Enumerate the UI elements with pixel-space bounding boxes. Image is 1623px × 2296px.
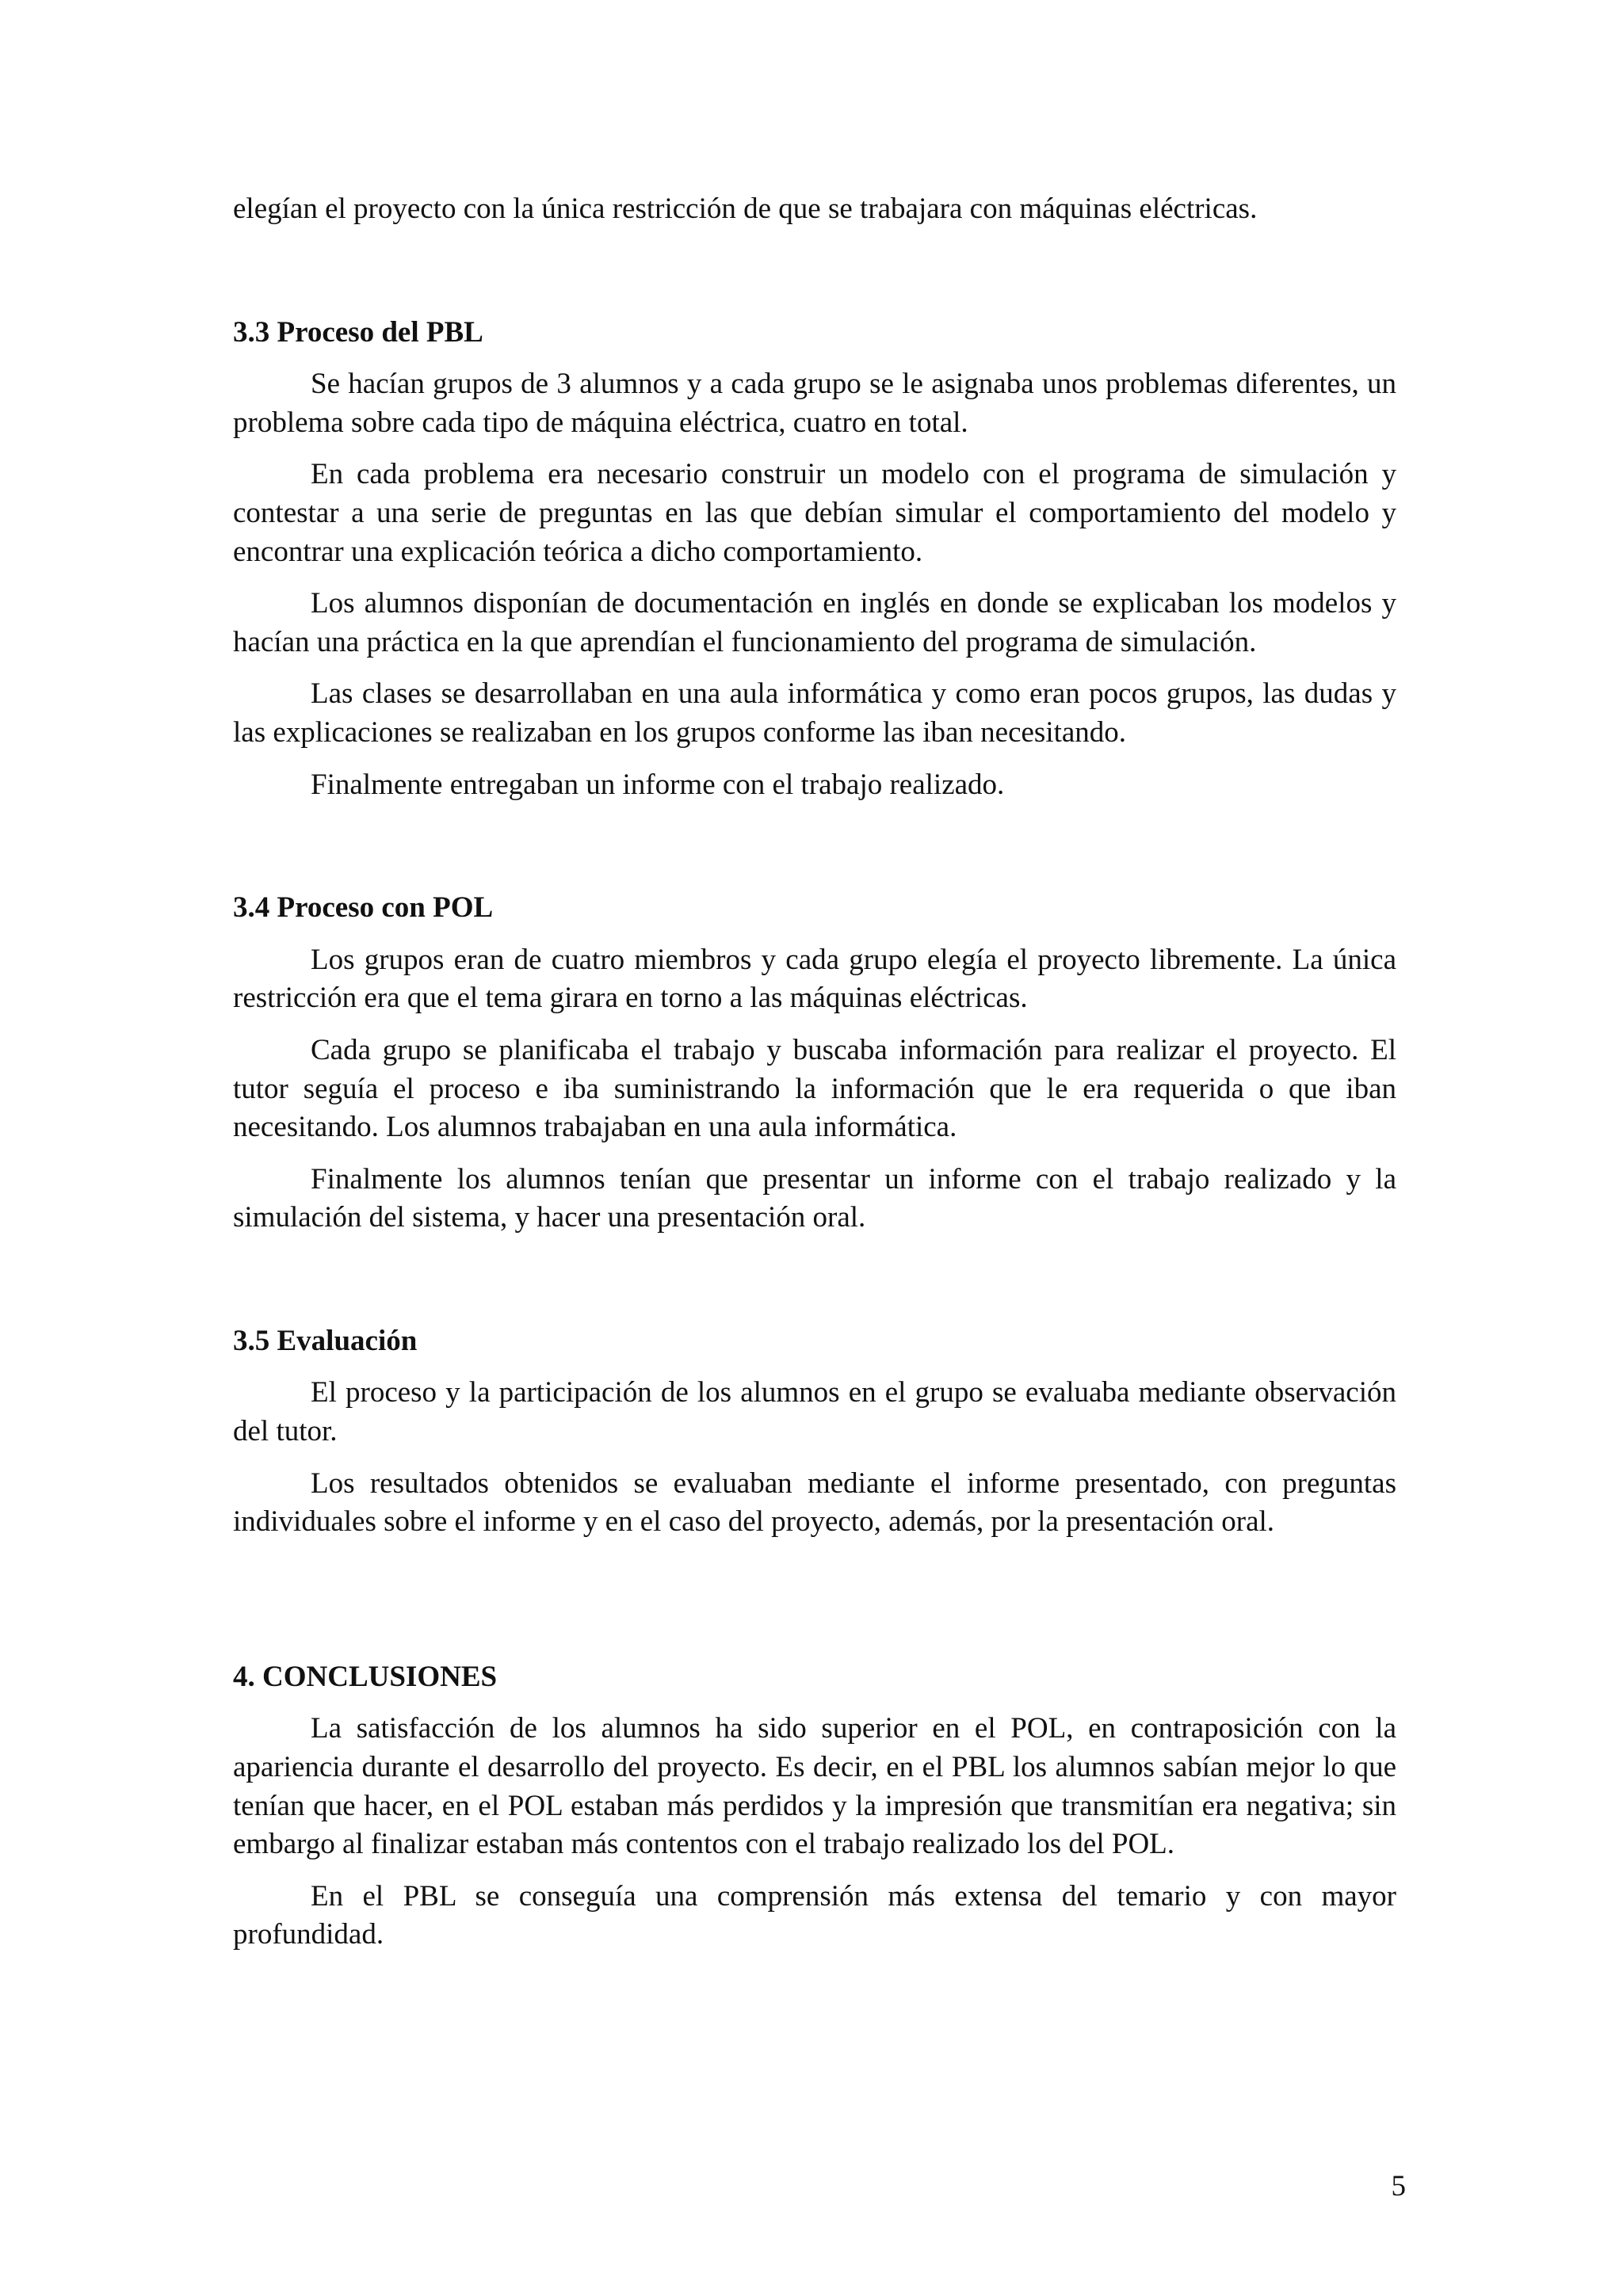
section-heading: 4. CONCLUSIONES — [233, 1660, 498, 1693]
paragraph: Cada grupo se planificaba el trabajo y buscaba información para realizar el proyecto. El tutor seguía el proceso e iba suministrando la información que le era requerida o que iban necesitando. Los alumnos trabajaban en una aula informática. — [233, 1033, 1396, 1144]
section-heading: 3.3 Proceso del PBL — [233, 315, 483, 349]
paragraph: Finalmente los alumnos tenían que presentar un informe con el trabajo realizado y la simulación del sistema, y hacer una presentación oral. — [233, 1162, 1396, 1234]
paragraph: Los resultados obtenidos se evaluaban mediante el informe presentado, con preguntas individuales sobre el informe y en el caso del proyecto, además, por la presentación oral. — [233, 1466, 1396, 1539]
paragraph: Las clases se desarrollaban en una aula informática y como eran pocos grupos, las dudas y las explicaciones se realizaban en los grupos conforme las iban necesitando. — [233, 677, 1396, 749]
section-3-4 — [233, 889, 1396, 1238]
section-3-3 — [233, 314, 1396, 805]
section-spacer — [233, 1251, 1396, 1322]
section-spacer — [233, 1555, 1396, 1658]
section-heading: 3.4 Proceso con POL — [233, 891, 494, 925]
paragraph: Finalmente entregaban un informe con el trabajo realizado. — [311, 768, 1005, 801]
section-spacer — [233, 818, 1396, 889]
paragraph: Los alumnos disponían de documentación en inglés en donde se explicaban los modelos y hacían una práctica en la que aprendían el funcionamiento del programa de simulación. — [233, 587, 1396, 658]
paragraph: El proceso y la participación de los alumnos en el grupo se evaluaba mediante observación del tutor. — [233, 1376, 1396, 1448]
paragraph: Se hacían grupos de 3 alumnos y a cada grupo se le asignaba unos problemas diferentes, un problema sobre cada tipo de máquina eléctrica, cuatro en total. — [233, 368, 1396, 439]
section-4 — [233, 1658, 1396, 1955]
section-spacer — [233, 242, 1396, 314]
page-content — [233, 190, 1396, 1968]
paragraph: En cada problema era necesario construir un modelo con el programa de simulación y contestar a una serie de preguntas en las que debían simular el comportamiento del modelo y encontrar una explicación teórica a dicho comportamiento. — [233, 458, 1396, 568]
paragraph: En el PBL se conseguía una comprensión más extensa del temario y con mayor profundidad. — [233, 1879, 1396, 1951]
page-number: 5 — [1391, 2170, 1406, 2203]
intro-paragraph: elegían el proyecto con la única restricción de que se trabajara con máquinas eléctricas. — [233, 193, 1258, 225]
section-3-5 — [233, 1322, 1396, 1542]
paragraph: La satisfacción de los alumnos ha sido superior en el POL, en contraposición con la apariencia durante el desarrollo del proyecto. Es decir, en el PBL los alumnos sabían mejor lo que tenían que hacer, en el POL estaban más perdidos y la impresión que transmitían era negativa; sin embargo al finalizar estaban más contentos con el trabajo realizado los del POL. — [233, 1712, 1396, 1861]
section-heading: 3.5 Evaluación — [233, 1324, 418, 1357]
paragraph: Los grupos eran de cuatro miembros y cada grupo elegía el proyecto libremente. La única restricción era que el tema girara en torno a las máquinas eléctricas. — [233, 943, 1396, 1015]
